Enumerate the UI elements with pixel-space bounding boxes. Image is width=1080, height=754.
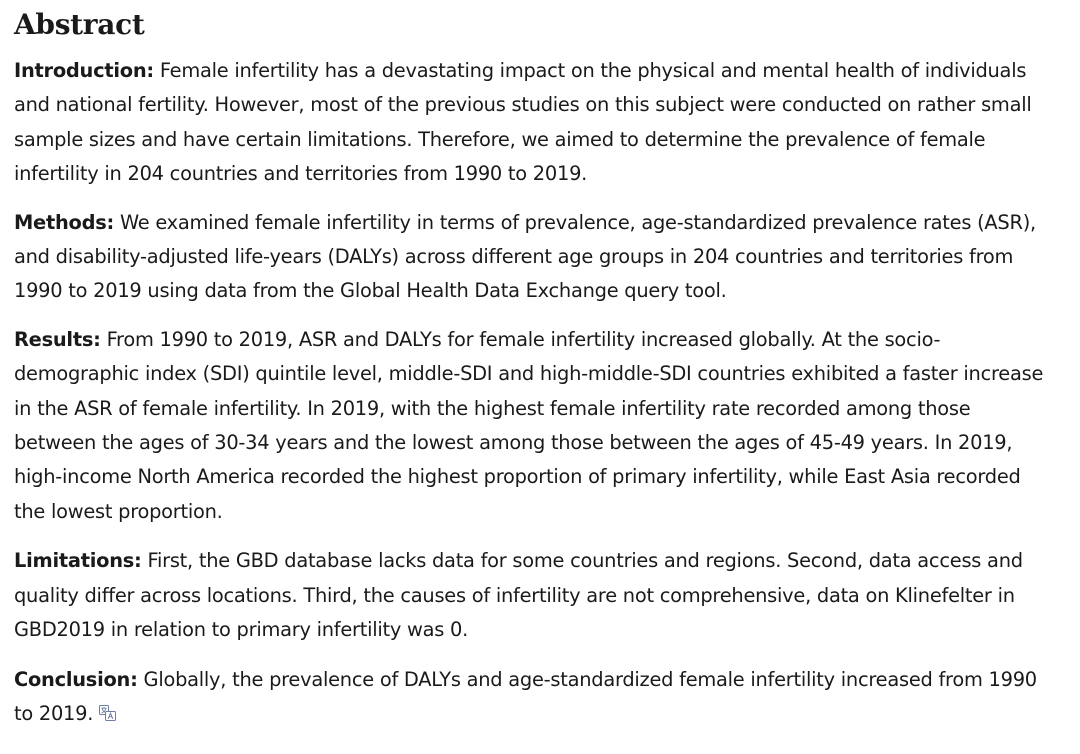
conclusion-label: Conclusion:: [14, 667, 138, 691]
methods-label: Methods:: [14, 210, 115, 234]
limitations-paragraph: [14, 544, 1054, 647]
results-text: From 1990 to 2019, ASR and DALYs for female infertility increased globally. At the socio-demographic index (SDI) quintile level, middle-SDI and high-middle-SDI countries exhibited a faster increase in the ASR of female infertility. In 2019, with the highest female infertility rate recorded among those between the ages of 30-34 years and the lowest among those between the ages of 45-49 years. In 2019, high-income North America recorded the highest proportion of primary infertility, while East Asia recorded the lowest proportion.: [14, 327, 1044, 523]
conclusion-paragraph: [14, 663, 1054, 733]
translate-icon[interactable]: [99, 698, 116, 732]
limitations-label: Limitations:: [14, 549, 142, 573]
abstract-heading: Abstract: [14, 8, 145, 41]
introduction-text: Female infertility has a devastating impact on the physical and mental health of individuals and national fertility. However, most of the previous studies on this subject were conducted on rather small sample sizes and have certain limitations. Therefore, we aimed to determine the prevalence of female infertility in 204 countries and territories from 1990 to 2019.: [14, 59, 1032, 186]
conclusion-text: Globally, the prevalence of DALYs and age-standardized female infertility increased from 1990 to 2019.: [14, 667, 1037, 725]
methods-paragraph: [14, 206, 1054, 309]
introduction-label: Introduction:: [14, 59, 154, 82]
abstract-section: [14, 0, 1054, 732]
methods-text: We examined female infertility in terms of prevalence, age-standardized prevalence rates (ASR), and disability-adjusted life-years (DALYs) across different age groups in 204 countries and territories from 1990 to 2019 using data from the Global Health Data Exchange query tool.: [14, 210, 1036, 303]
limitations-text: First, the GBD database lacks data for some countries and regions. Second, data access and quality differ across locations. Third, the causes of infertility are not comprehensive, data on Klinefelter in GBD2019 in relation to primary infertility was 0.: [14, 549, 1023, 642]
results-label: Results:: [14, 327, 101, 351]
results-paragraph: [14, 323, 1054, 529]
introduction-paragraph: [14, 54, 1054, 192]
